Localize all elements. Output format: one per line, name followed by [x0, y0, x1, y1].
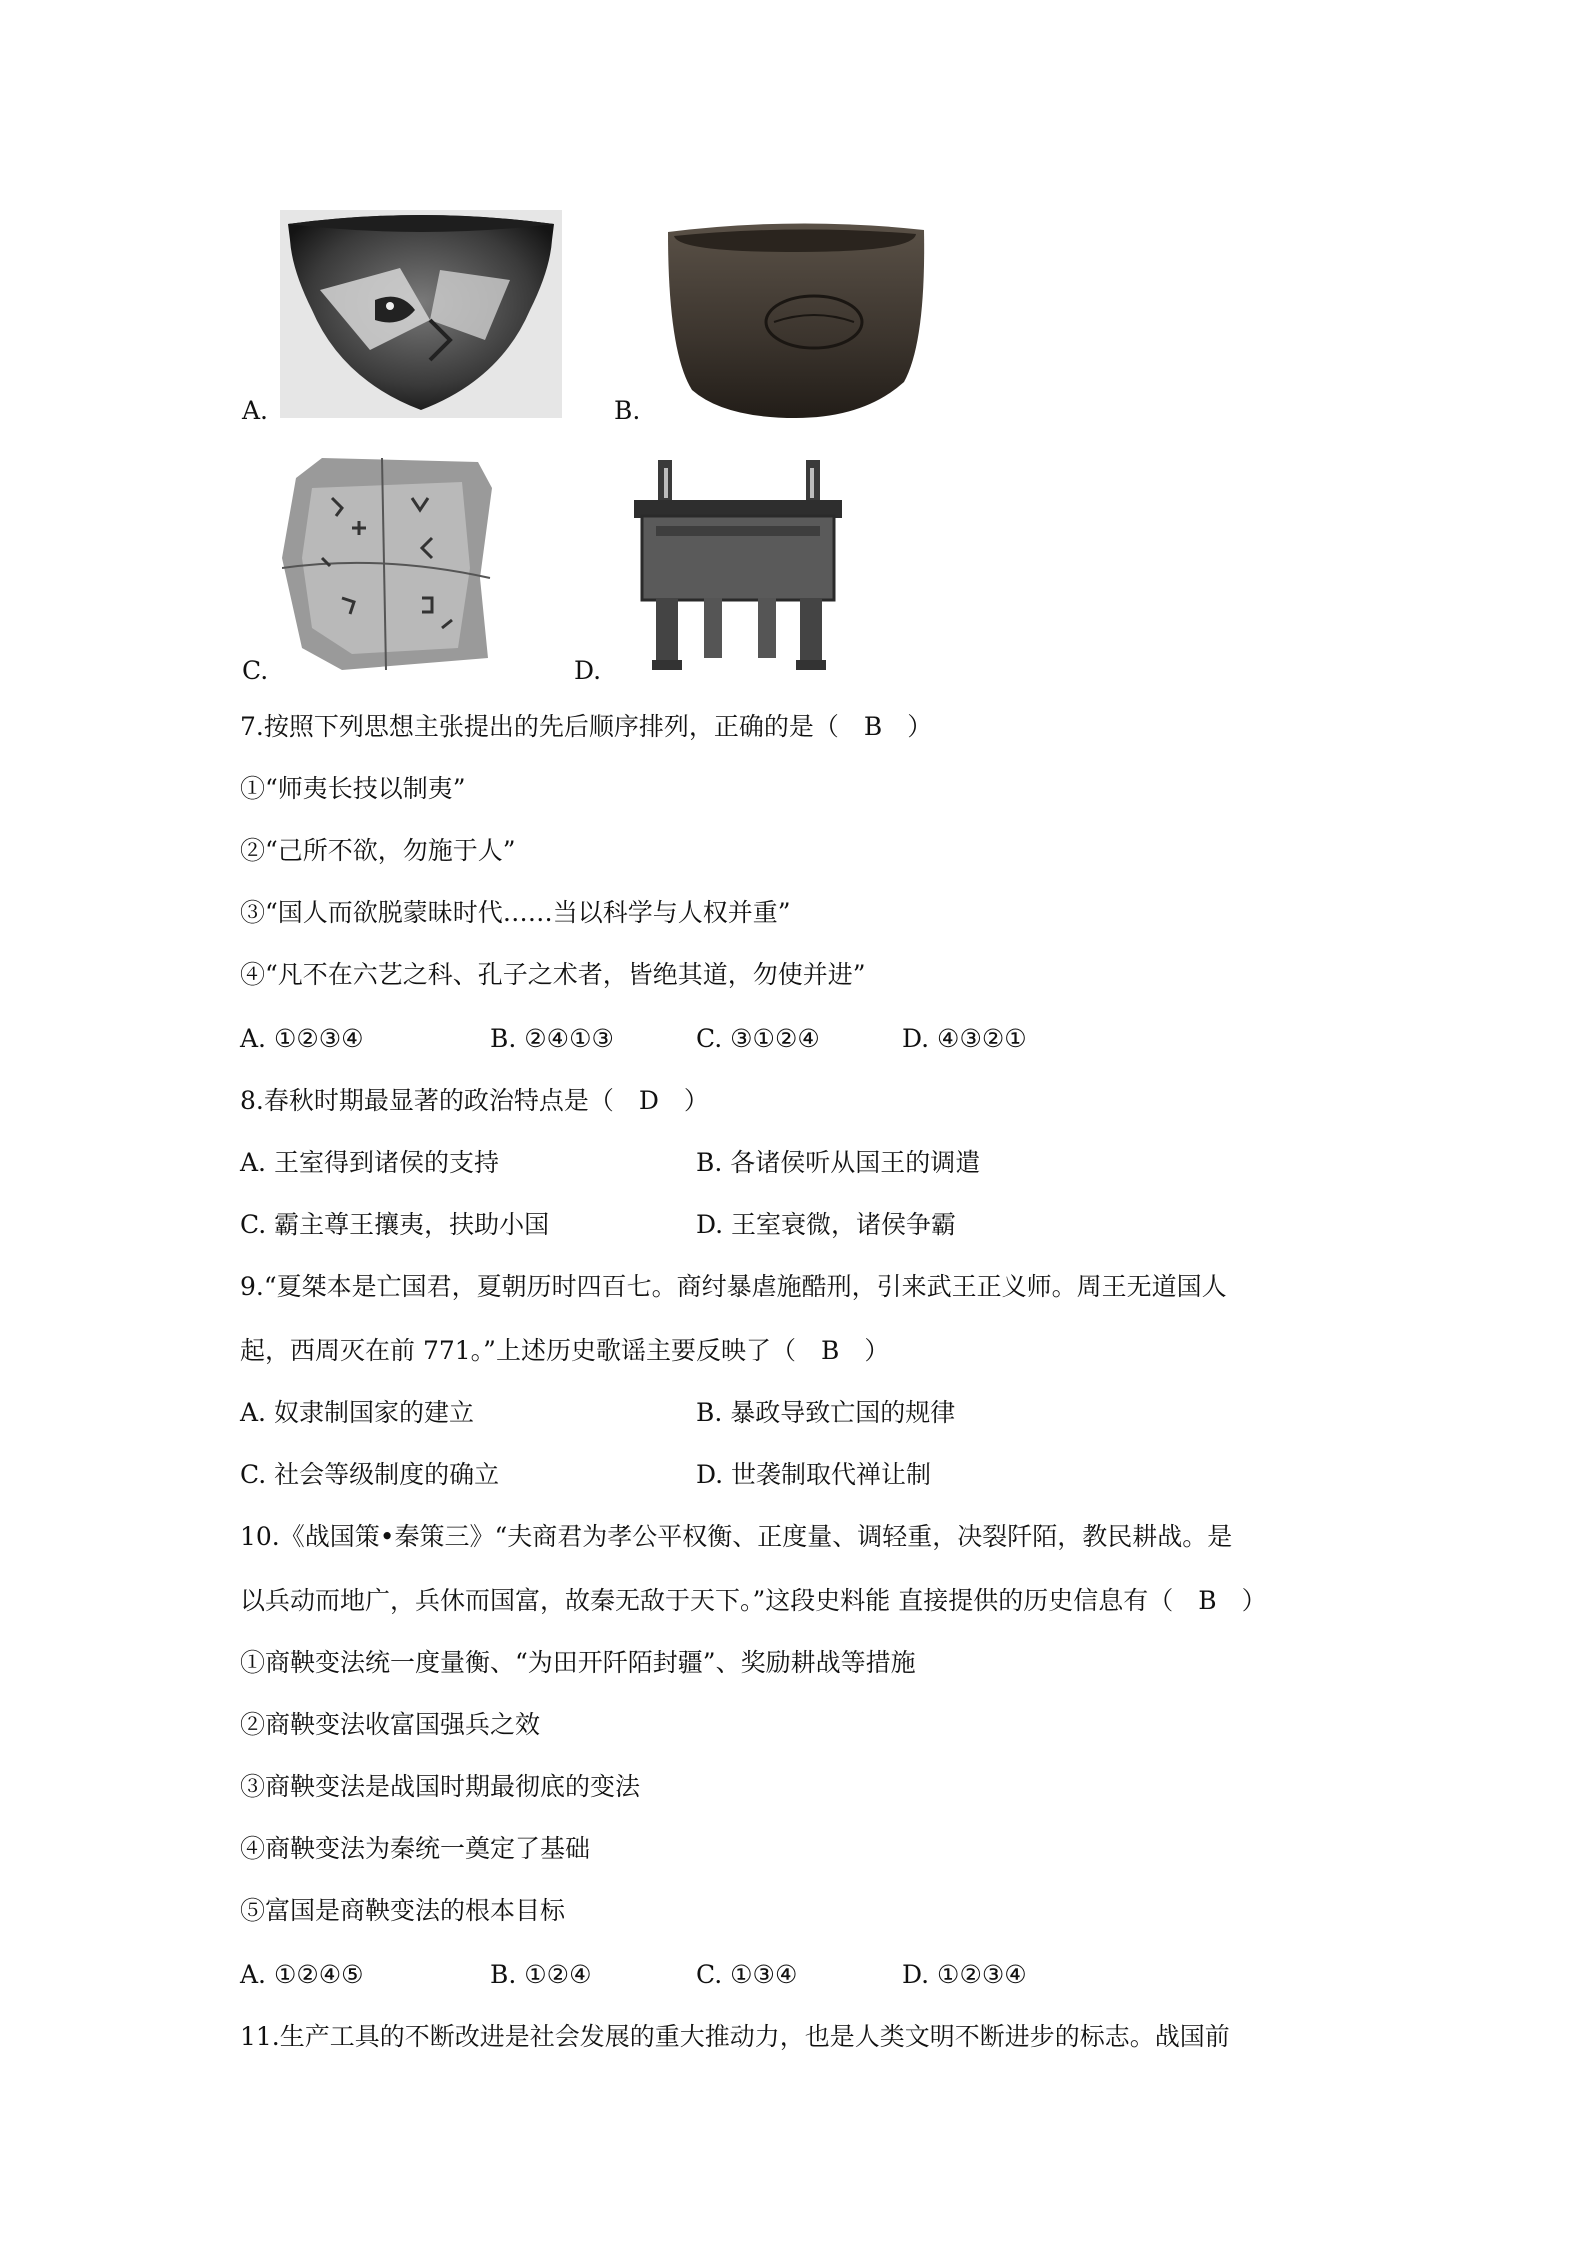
q10-item-4: ④商鞅变法为秦统一奠定了基础: [240, 1834, 591, 1863]
q8-option-a: A. 王室得到诸侯的支持: [240, 1148, 499, 1177]
q10-option-d: D. ①②③④: [902, 1960, 1027, 1989]
image-d-label: D.: [574, 656, 602, 685]
q7-option-c: C. ③①②④: [696, 1024, 820, 1053]
q7-item-1: ①“师夷长技以制夷”: [240, 774, 466, 803]
q9-option-d: D. 世袭制取代禅让制: [696, 1460, 932, 1489]
image-a-label: A.: [242, 396, 269, 425]
q7-stem: 7.按照下列思想主张提出的先后顺序排列，正确的是（ B ）: [240, 712, 933, 741]
q8-stem: 8.春秋时期最显著的政治特点是（ D ）: [240, 1086, 709, 1115]
q9-option-b: B. 暴政导致亡国的规律: [696, 1398, 956, 1427]
image-a-painted-pottery: [280, 210, 562, 418]
q10-item-5: ⑤富国是商鞅变法的根本目标: [240, 1896, 566, 1925]
q7-item-3: ③“国人而欲脱蒙昧时代……当以科学与人权并重”: [240, 898, 791, 927]
q7-option-a: A. ①②③④: [240, 1024, 364, 1053]
image-d-bronze-ding: [628, 460, 848, 674]
image-b-clay-vessel: [664, 222, 928, 420]
q10-item-3: ③商鞅变法是战国时期最彻底的变法: [240, 1772, 641, 1801]
q10-stem-line1: 10.《战国策•秦策三》“夫商君为孝公平权衡、正度量、调轻重，决裂阡陌，教民耕战。是: [240, 1522, 1233, 1551]
q7-option-d: D. ④③②①: [902, 1024, 1027, 1053]
q7-option-b: B. ②④①③: [490, 1024, 614, 1053]
q9-option-c: C. 社会等级制度的确立: [240, 1460, 500, 1489]
q10-option-b: B. ①②④: [490, 1960, 592, 1989]
q8-option-c: C. 霸主尊王攘夷，扶助小国: [240, 1210, 550, 1239]
q8-option-b: B. 各诸侯听从国王的调遣: [696, 1148, 981, 1177]
q8-option-d: D. 王室衰微，诸侯争霸: [696, 1210, 957, 1239]
image-b-label: B.: [614, 396, 641, 425]
q10-item-2: ②商鞅变法收富国强兵之效: [240, 1710, 541, 1739]
q10-option-a: A. ①②④⑤: [240, 1960, 364, 1989]
q10-item-1: ①商鞅变法统一度量衡、“为田开阡陌封疆”、奖励耕战等措施: [240, 1648, 916, 1677]
q11-stem-line1: 11.生产工具的不断改进是社会发展的重大推动力，也是人类文明不断进步的标志。战国前: [240, 2022, 1230, 2051]
q9-stem-line1: 9.“夏桀本是亡国君，夏朝历时四百七。商纣暴虐施酷刑，引来武王正义师。周王无道国人: [240, 1272, 1227, 1301]
q9-option-a: A. 奴隶制国家的建立: [240, 1398, 474, 1427]
q9-stem-line2: 起，西周灭在前 771。”上述历史歌谣主要反映了（ B ）: [240, 1336, 890, 1365]
q7-item-2: ②“己所不欲，勿施于人”: [240, 836, 516, 865]
q10-option-c: C. ①③④: [696, 1960, 798, 1989]
image-c-label: C.: [242, 656, 269, 685]
image-c-oracle-bone: [282, 458, 492, 670]
q7-item-4: ④“凡不在六艺之科、孔子之术者，皆绝其道，勿使并进”: [240, 960, 866, 989]
q10-stem-line2: 以兵动而地广，兵休而国富，故秦无敌于天下。”这段史料能 直接提供的历史信息有（ B ）: [240, 1586, 1267, 1615]
